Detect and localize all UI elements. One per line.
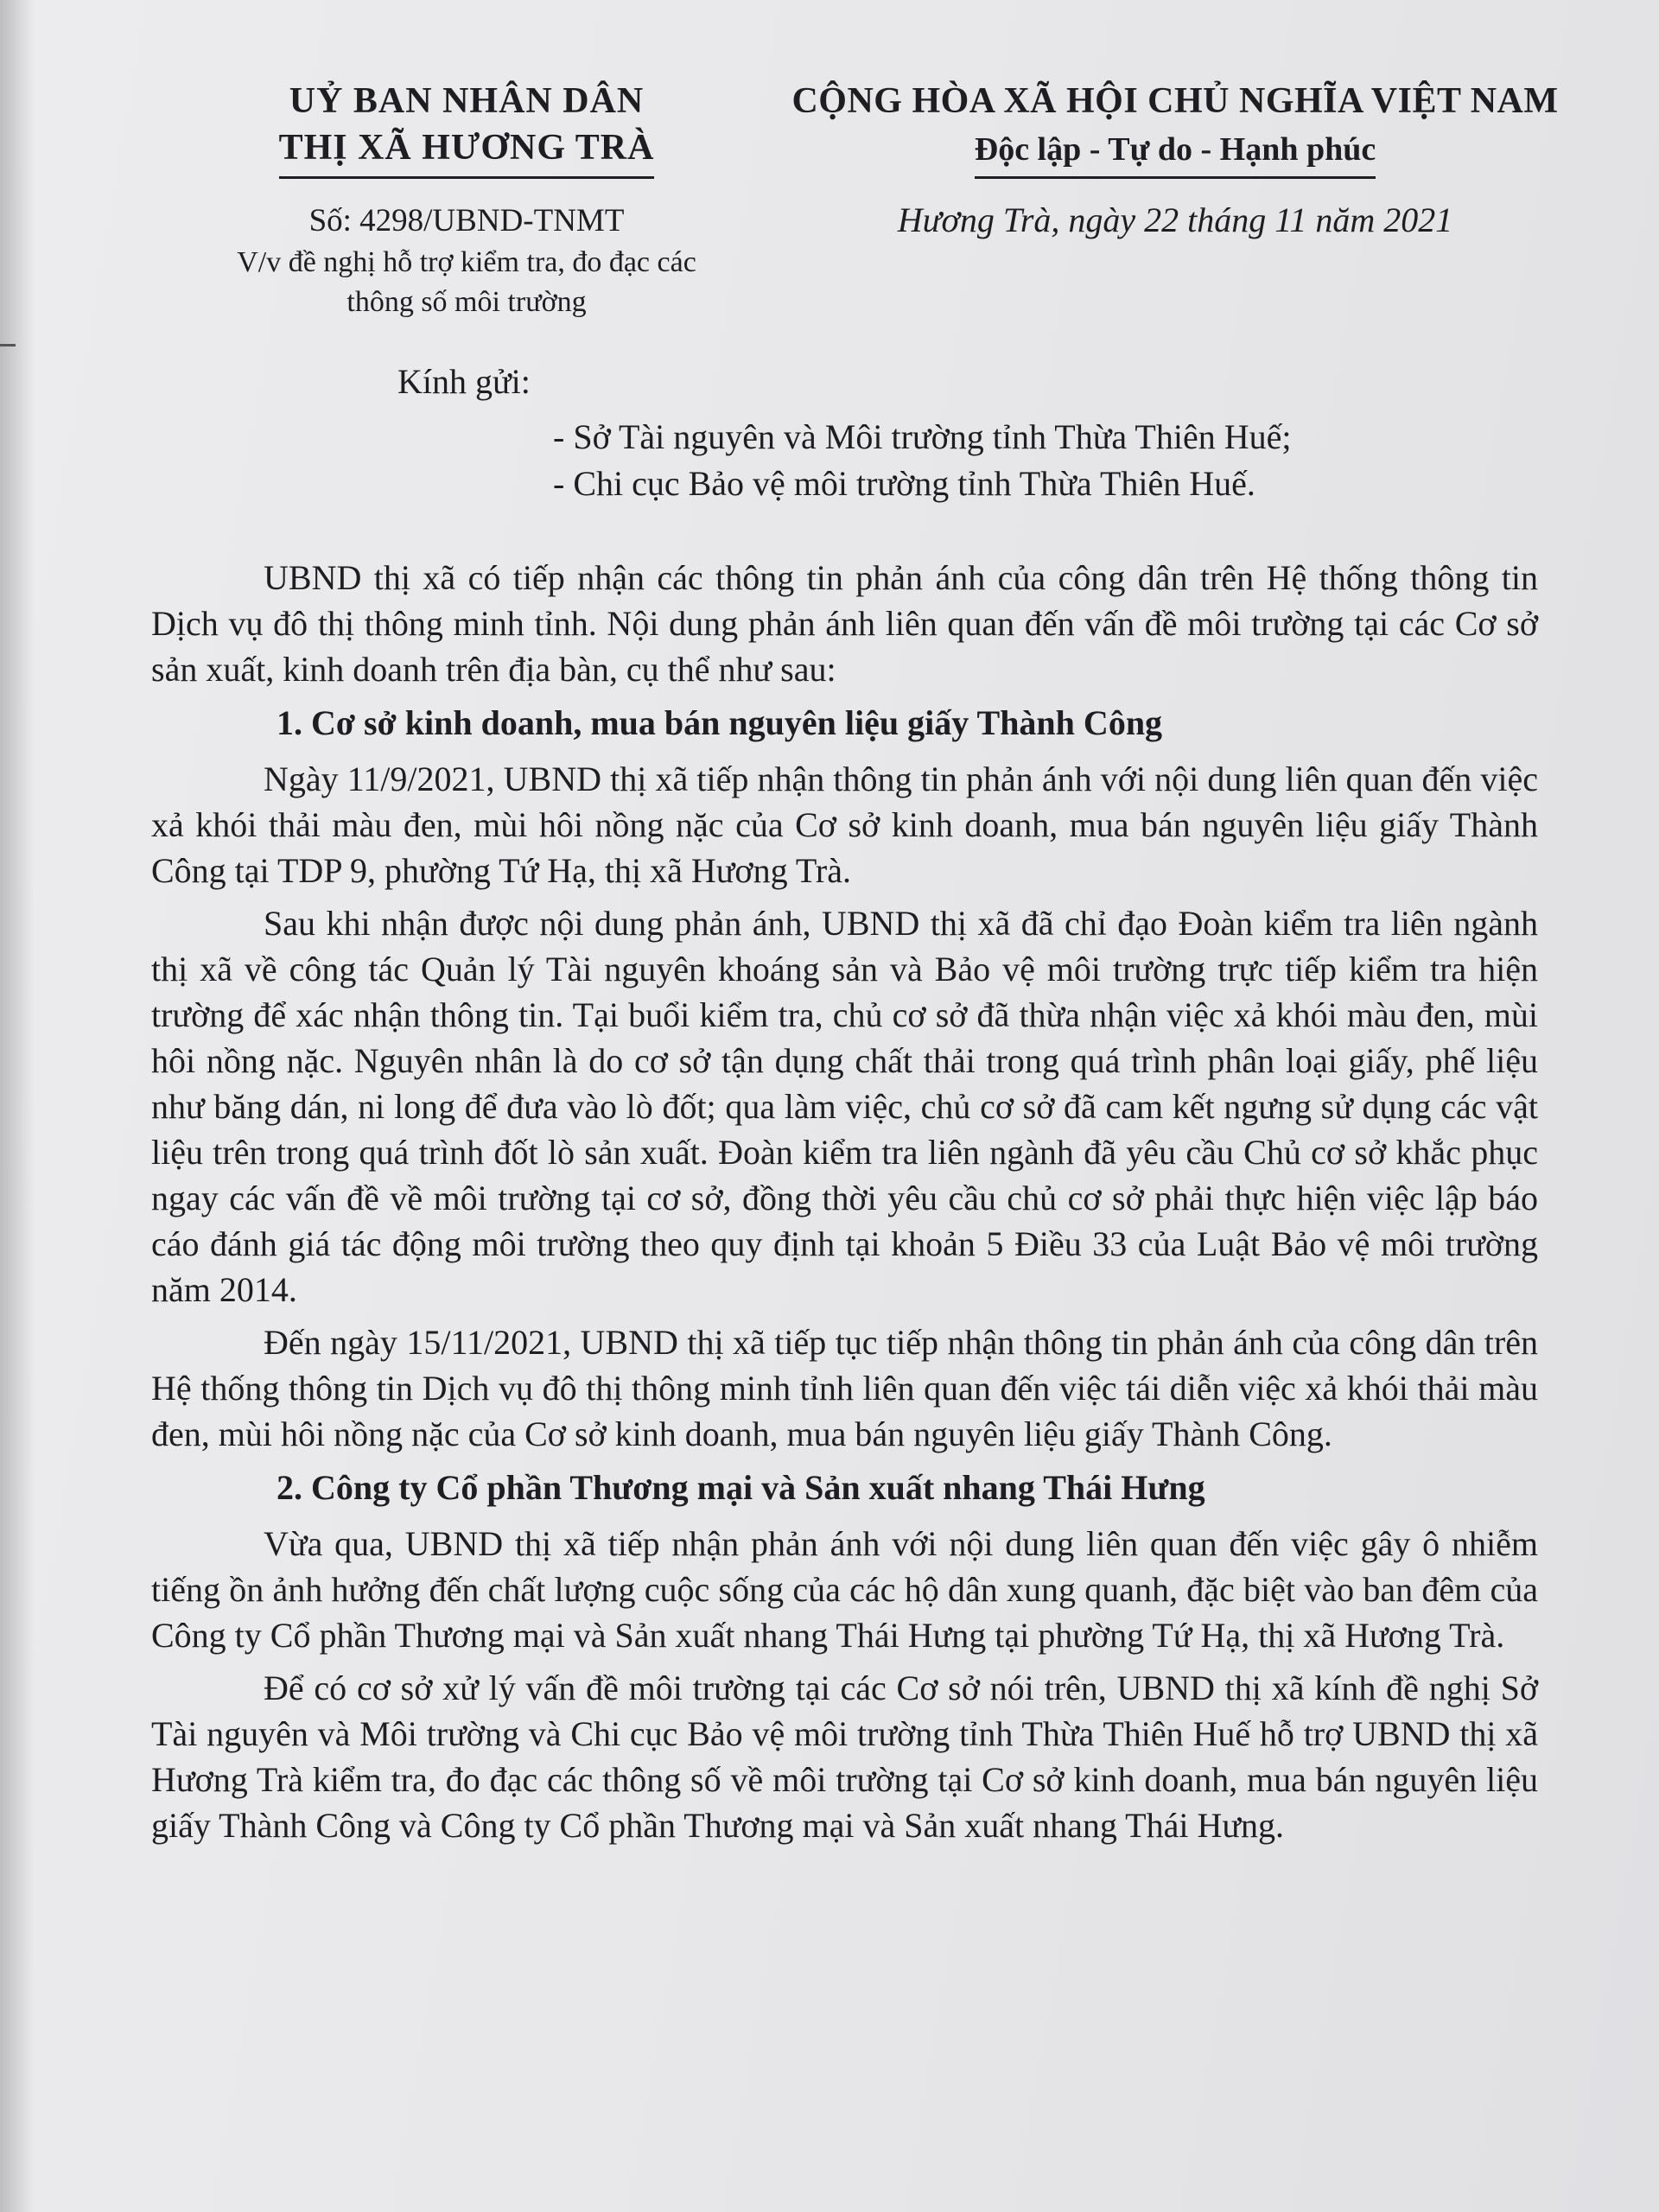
recipient-item: - Sở Tài nguyên và Môi trường tỉnh Thừa Thiên Huế;: [553, 417, 1292, 456]
subject-line2: thông số môi trường: [346, 286, 587, 318]
national-header-block: [743, 78, 1607, 243]
recipients-block: [397, 359, 1521, 507]
closing-paragraph: Để có cơ sở xử lý vấn đề môi trường tại các Cơ sở nói trên, UBND thị xã kính đề nghị Sở Tài nguyên và Môi trường và Chi cục Bảo vệ môi trường tỉnh Thừa Thiên Huế hỗ trợ UBND thị xã Hương Trà kiểm tra, đo đạc các thông số về môi trường tại Cơ sở kinh doanh, mua bán nguyên liệu giấy Thành Công và Công ty Cổ phần Thương mại và Sản xuất nhang Thái Hưng.: [151, 1669, 1538, 1845]
page-edge-shadow: [0, 0, 35, 2212]
intro-paragraph: UBND thị xã có tiếp nhận các thông tin phản ánh của công dân trên Hệ thống thông tin Dịch vụ đô thị thông minh tỉnh. Nội dung phản ánh liên quan đến vấn đề môi trường tại các Cơ sở sản xuất, kinh doanh trên địa bàn, cụ thể như sau:: [151, 558, 1538, 689]
recipients-label: Kính gửi:: [397, 362, 531, 401]
document-body: [151, 555, 1538, 1855]
section-2-heading: 2. Công ty Cổ phần Thương mại và Sản xuất nhang Thái Hưng: [276, 1468, 1205, 1507]
place-date: Hương Trà, ngày 22 tháng 11 năm 2021: [897, 200, 1453, 239]
margin-mark: [0, 344, 16, 346]
national-motto: Độc lập - Tự do - Hạnh phúc: [975, 128, 1376, 179]
subject-line1: V/v đề nghị hỗ trợ kiểm tra, đo đạc các: [237, 246, 696, 278]
recipient-item: - Chi cục Bảo vệ môi trường tỉnh Thừa Thiên Huế.: [553, 464, 1255, 503]
section-2-paragraph-1: Vừa qua, UBND thị xã tiếp nhận phản ánh với nội dung liên quan đến việc gây ô nhiễm tiếng ồn ảnh hưởng đến chất lượng cuộc sống của các hộ dân xung quanh, đặc biệt vào ban đêm của Công ty Cổ phần Thương mại và Sản xuất nhang Thái Hưng tại phường Tứ Hạ, thị xã Hương Trà.: [151, 1524, 1538, 1655]
section-1-paragraph-2: Sau khi nhận được nội dung phản ánh, UBND thị xã đã chỉ đạo Đoàn kiểm tra liên ngành thị xã về công tác Quản lý Tài nguyên khoáng sản và Bảo vệ môi trường trực tiếp kiểm tra hiện trường để xác nhận thông tin. Tại buổi kiểm tra, chủ cơ sở đã thừa nhận việc xả khói màu đen, mùi hôi nồng nặc. Nguyên nhân là do cơ sở tận dụng chất thải trong quá trình phân loại giấy, phế liệu như băng dán, ni long để đưa vào lò đốt; qua làm việc, chủ cơ sở đã cam kết ngưng sử dụng các vật liệu trên trong quá trình đốt lò sản xuất. Đoàn kiểm tra liên ngành đã yêu cầu Chủ cơ sở khắc phục ngay các vấn đề về môi trường tại cơ sở, đồng thời yêu cầu chủ cơ sở phải thực hiện việc lập báo cáo đánh giá tác động môi trường theo quy định tại khoản 5 Điều 33 của Luật Bảo vệ môi trường năm 2014.: [151, 904, 1538, 1309]
recipient-list: [397, 414, 1521, 507]
document-number: Số: 4298/UBND-TNMT: [308, 203, 625, 238]
section-1-heading: 1. Cơ sở kinh doanh, mua bán nguyên liệu giấy Thành Công: [276, 703, 1163, 742]
issuing-agency-block: [225, 78, 709, 321]
national-title: CỘNG HÒA XÃ HỘI CHỦ NGHĨA VIỆT NAM: [791, 81, 1559, 121]
section-1-paragraph-1: Ngày 11/9/2021, UBND thị xã tiếp nhận thông tin phản ánh với nội dung liên quan đến việc xả khói thải màu đen, mùi hôi nồng nặc của Cơ sở kinh doanh, mua bán nguyên liệu giấy Thành Công tại TDP 9, phường Tứ Hạ, thị xã Hương Trà.: [151, 760, 1538, 890]
agency-name-line1: UỶ BAN NHÂN DÂN: [289, 81, 645, 121]
section-1-paragraph-3: Đến ngày 15/11/2021, UBND thị xã tiếp tục tiếp nhận thông tin phản ánh của công dân trên Hệ thống thông tin Dịch vụ đô thị thông minh tỉnh liên quan đến việc tái diễn việc xả khói thải màu đen, mùi hôi nồng nặc của Cơ sở kinh doanh, mua bán nguyên liệu giấy Thành Công.: [151, 1323, 1538, 1453]
agency-name-line2: THỊ XÃ HƯƠNG TRÀ: [279, 124, 655, 179]
